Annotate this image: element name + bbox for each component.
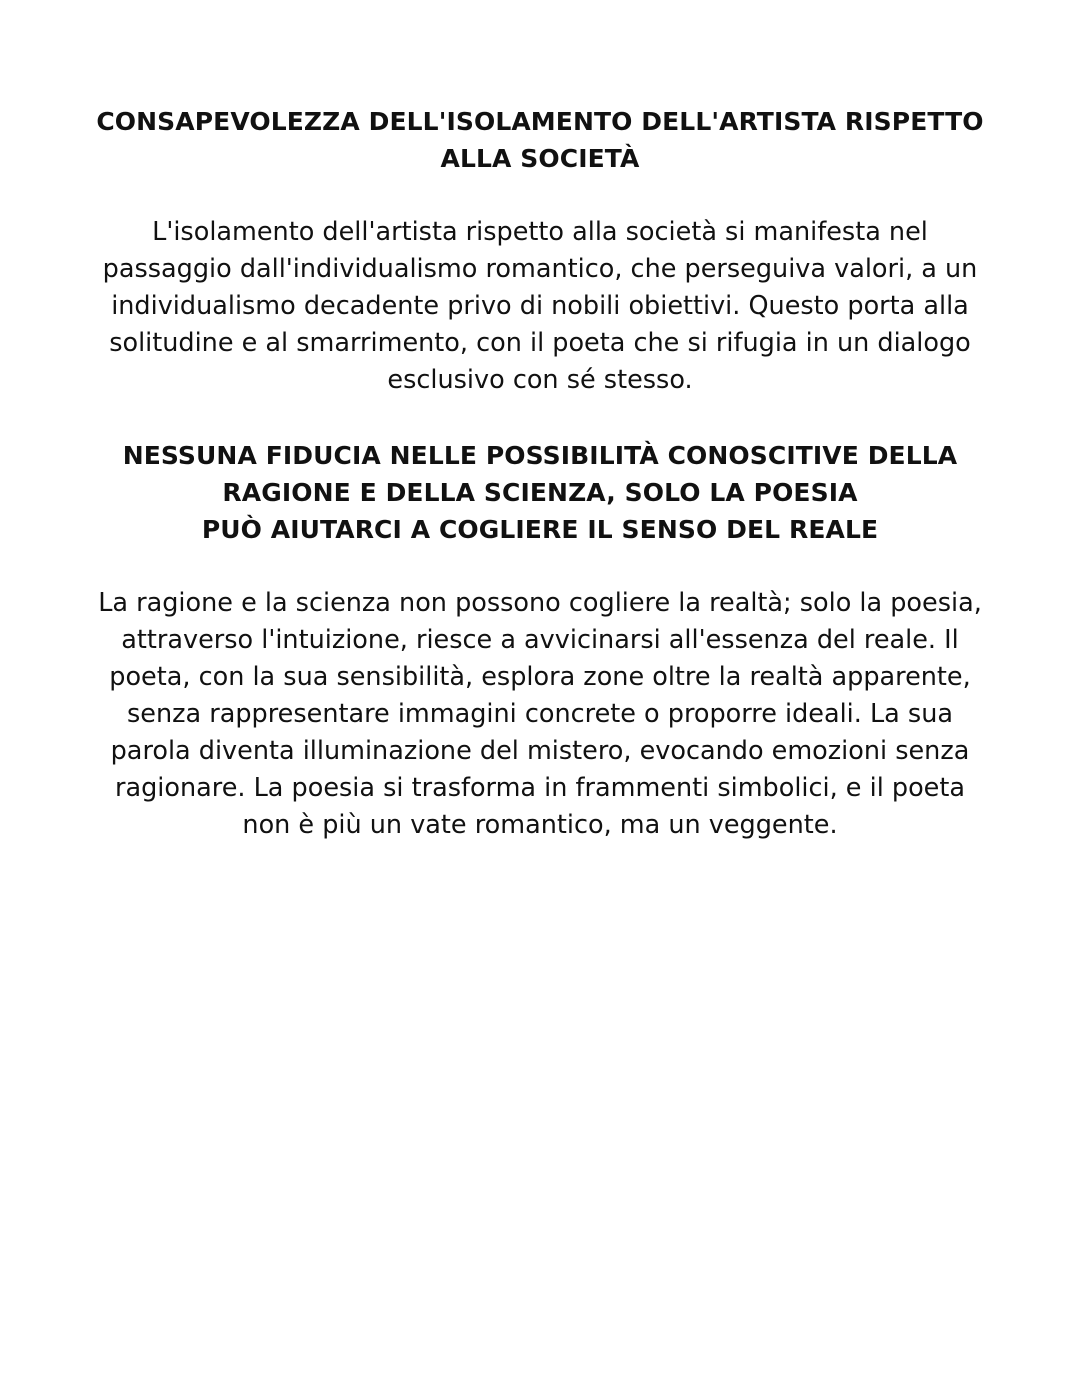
paragraph-line: La ragione e la scienza non possono cogliere la realtà; solo la poesia, [98,588,982,618]
paragraph-line: individualismo decadente privo di nobili obiettivi. Questo porta alla [111,291,969,321]
heading-line: PUÒ AIUTARCI A COGLIERE IL SENSO DEL REALE [201,515,879,544]
paragraph-line: parola diventa illuminazione del mistero, evocando emozioni senza [110,736,970,766]
paragraph-line: solitudine e al smarrimento, con il poeta che si rifugia in un dialogo [109,328,971,358]
heading-line: ALLA SOCIETÀ [440,144,640,173]
paragraph-line: attraverso l'intuizione, riesce a avvicinarsi all'essenza del reale. Il [121,625,959,655]
section-2-heading [90,437,990,548]
section-1-heading [90,103,990,177]
paragraph-line: ragionare. La poesia si trasforma in frammenti simbolici, e il poeta [115,773,965,803]
heading-line: NESSUNA FIDUCIA NELLE POSSIBILITÀ CONOSCITIVE DELLA [122,441,958,470]
section-2-paragraph [90,585,990,844]
paragraph-line: senza rappresentare immagini concrete o proporre ideali. La sua [127,699,953,729]
section-1-paragraph [90,214,990,399]
heading-line: RAGIONE E DELLA SCIENZA, SOLO LA POESIA [222,478,858,507]
paragraph-line: poeta, con la sua sensibilità, esplora zone oltre la realtà apparente, [109,662,971,692]
heading-line: CONSAPEVOLEZZA DELL'ISOLAMENTO DELL'ARTISTA RISPETTO [96,107,984,136]
paragraph-line: L'isolamento dell'artista rispetto alla società si manifesta nel [152,217,928,247]
paragraph-line: passaggio dall'individualismo romantico, che perseguiva valori, a un [102,254,978,284]
paragraph-line: esclusivo con sé stesso. [387,365,693,395]
paragraph-line: non è più un vate romantico, ma un veggente. [242,810,838,840]
